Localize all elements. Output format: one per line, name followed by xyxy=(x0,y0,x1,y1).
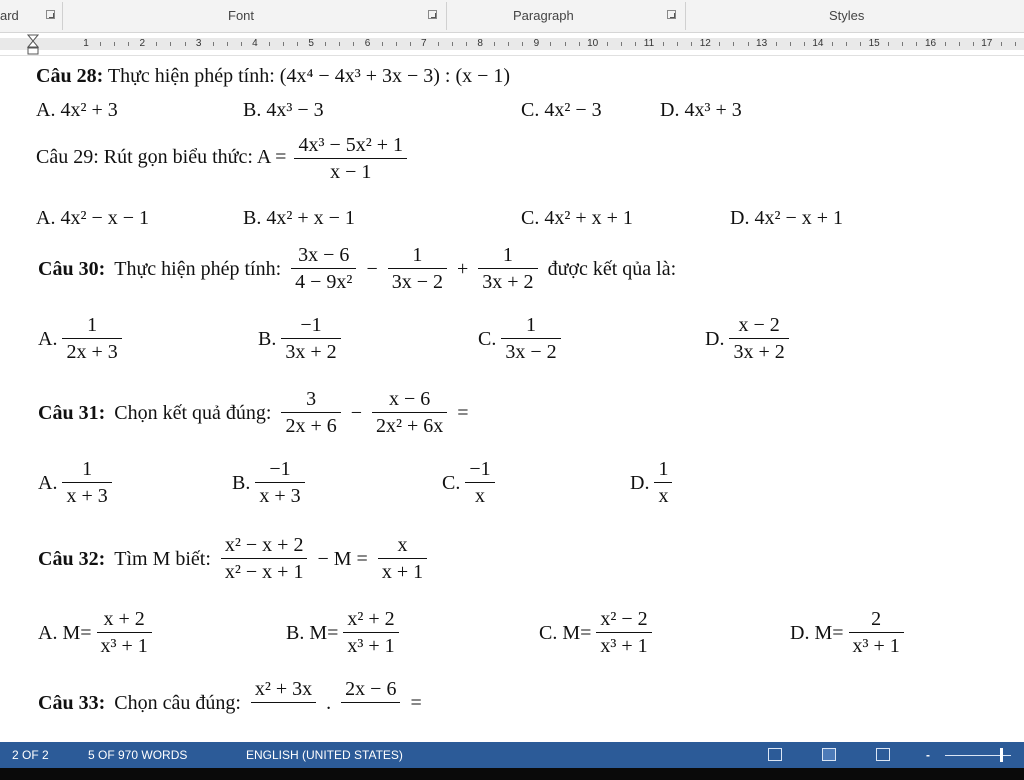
ruler-number: 13 xyxy=(756,38,768,49)
ribbon-group-clipboard: ard xyxy=(0,8,19,23)
fraction xyxy=(62,458,111,507)
ruler-tick xyxy=(185,42,186,46)
ruler-tick xyxy=(508,42,509,46)
ruler-number: 16 xyxy=(924,38,937,49)
numerator: 3x − 6 xyxy=(291,244,356,269)
answer-d xyxy=(628,458,675,507)
fraction xyxy=(388,244,447,293)
ruler-number: 2 xyxy=(139,38,146,49)
numerator: x² − 2 xyxy=(596,608,651,633)
question-text: Thực hiện phép tính: xyxy=(107,65,275,87)
question-label: Câu 32: xyxy=(38,547,106,570)
answer-label: A. xyxy=(38,471,58,494)
answer-label: D. M= xyxy=(790,621,844,644)
question-label: Câu 30: xyxy=(38,257,106,280)
ruler-number: 17 xyxy=(981,38,993,49)
question-tail: được kết qủa là: xyxy=(547,257,677,280)
question-expression: (4x⁴ − 4x³ + 3x − 3) : (x − 1) xyxy=(279,65,511,87)
ribbon-group-font: Font xyxy=(228,8,255,23)
fraction xyxy=(501,314,560,363)
answer-c xyxy=(537,608,655,657)
denominator: x³ + 1 xyxy=(852,635,900,657)
fraction xyxy=(281,388,340,437)
ruler-number: 14 xyxy=(812,38,824,49)
question-label: Câu 29: xyxy=(36,146,99,169)
question-29 xyxy=(36,134,410,183)
ruler-tick xyxy=(790,42,791,46)
answer-a: A. 4x² + 3 xyxy=(36,99,118,121)
question-28 xyxy=(36,64,510,88)
ruler-tick xyxy=(114,42,115,46)
ruler-tick xyxy=(241,42,242,46)
ruler-tick xyxy=(227,42,228,46)
print-layout-icon[interactable] xyxy=(822,748,836,761)
denominator: 3x + 2 xyxy=(733,341,785,363)
numerator: 1 xyxy=(62,458,111,483)
ruler-tick xyxy=(100,42,101,46)
ruler-tick xyxy=(691,42,692,46)
denominator: 3x + 2 xyxy=(482,271,534,293)
answer-a xyxy=(36,458,115,507)
fraction xyxy=(729,314,788,363)
ruler-tick xyxy=(297,42,298,46)
ruler-tick xyxy=(846,42,847,46)
ruler-tick xyxy=(466,42,467,46)
question-label: Câu 28: xyxy=(36,65,104,87)
denominator xyxy=(341,703,400,727)
answer-b xyxy=(230,458,308,507)
denominator: x + 1 xyxy=(381,561,424,583)
numerator: 2x − 6 xyxy=(341,678,400,703)
numerator: 3 xyxy=(281,388,340,413)
ribbon-separator xyxy=(446,2,447,30)
language-indicator[interactable]: ENGLISH (UNITED STATES) xyxy=(246,748,403,762)
fraction xyxy=(465,458,494,507)
ruler-tick xyxy=(663,42,664,46)
answer-c xyxy=(440,458,498,507)
ruler-tick xyxy=(339,42,340,46)
fraction xyxy=(343,608,398,657)
fraction xyxy=(654,458,672,507)
answer-d xyxy=(703,314,792,363)
operator: − xyxy=(366,257,378,280)
ruler-tick xyxy=(283,42,284,46)
paragraph-launcher-icon[interactable] xyxy=(667,10,676,19)
read-mode-icon[interactable] xyxy=(768,748,782,761)
answer-label: D. xyxy=(705,327,725,350)
ruler-tick xyxy=(522,42,523,46)
ruler-tick xyxy=(776,42,777,46)
ruler-tick xyxy=(945,42,946,46)
fraction xyxy=(97,608,152,657)
answer-a xyxy=(36,608,155,657)
ruler-tick xyxy=(213,42,214,46)
answer-label: C. xyxy=(442,471,461,494)
fraction xyxy=(281,314,340,363)
denominator: 3x − 2 xyxy=(505,341,557,363)
ruler-number: 8 xyxy=(477,38,483,49)
numerator: x² + 2 xyxy=(343,608,398,633)
ruler-number: 12 xyxy=(699,38,711,49)
answer-c: C. 4x² − 3 xyxy=(521,99,602,121)
question-30 xyxy=(36,244,678,293)
fraction xyxy=(62,314,121,363)
numerator: 1 xyxy=(388,244,447,269)
ruler-tick xyxy=(1001,42,1002,46)
fraction xyxy=(341,678,400,727)
screen-bezel xyxy=(0,768,1024,780)
ruler-tick xyxy=(1015,42,1016,46)
font-launcher-icon[interactable] xyxy=(428,10,437,19)
numerator: x + 2 xyxy=(97,608,152,633)
ruler-tick xyxy=(494,42,495,46)
denominator xyxy=(251,703,316,727)
ruler-tick xyxy=(325,42,326,46)
question-text: Rút gọn biểu thức: A = xyxy=(103,146,287,169)
denominator: x xyxy=(658,485,669,507)
numerator: 1 xyxy=(478,244,537,269)
page-count[interactable]: 2 OF 2 xyxy=(12,748,49,762)
denominator: 2x² + 6x xyxy=(376,415,444,437)
numerator: −1 xyxy=(255,458,304,483)
numerator: 1 xyxy=(62,314,121,339)
numerator: 1 xyxy=(501,314,560,339)
fraction xyxy=(221,534,308,583)
fraction xyxy=(372,388,447,437)
indent-marker-icon[interactable] xyxy=(27,33,39,55)
ruler-tick xyxy=(832,42,833,46)
answer-a: A. 4x² − x − 1 xyxy=(36,207,149,229)
ruler-tick xyxy=(677,42,678,46)
numerator: 1 xyxy=(654,458,672,483)
answer-b xyxy=(284,608,402,657)
ruler-tick xyxy=(804,42,805,46)
ruler-number: 10 xyxy=(587,38,599,49)
denominator: x³ + 1 xyxy=(600,635,648,657)
denominator: x³ + 1 xyxy=(100,635,148,657)
document-page[interactable] xyxy=(0,56,1024,742)
ruler-number: 15 xyxy=(868,38,880,49)
ribbon-group-labels xyxy=(0,0,1024,33)
operator: + xyxy=(457,257,469,280)
answer-label: C. xyxy=(478,327,497,350)
answer-c xyxy=(476,314,564,363)
answer-label: C. M= xyxy=(539,621,592,644)
clipboard-launcher-icon[interactable] xyxy=(46,10,55,19)
fraction xyxy=(291,244,356,293)
fraction xyxy=(294,134,407,183)
ruler-tick xyxy=(438,42,439,46)
question-label: Câu 33: xyxy=(38,691,106,714)
question-31 xyxy=(36,388,471,437)
denominator: x xyxy=(474,485,485,507)
ruler-tick xyxy=(621,42,622,46)
ruler-tick xyxy=(410,42,411,46)
question-text: Chọn câu đúng: xyxy=(114,691,241,714)
ruler-number: 9 xyxy=(533,38,540,49)
web-layout-icon[interactable] xyxy=(876,748,890,761)
ruler-number: 4 xyxy=(252,38,258,49)
answer-label: A. M= xyxy=(38,621,92,644)
denominator: x − 1 xyxy=(330,161,372,183)
ruler-tick xyxy=(635,42,636,46)
fraction xyxy=(255,458,304,507)
answer-d xyxy=(788,608,907,657)
answer-label: A. xyxy=(38,327,58,350)
ruler-tick xyxy=(860,42,861,46)
ribbon-group-styles: Styles xyxy=(829,8,865,23)
numerator: x² + 3x xyxy=(251,678,316,703)
operator: − M = xyxy=(317,547,368,570)
answer-label: B. M= xyxy=(286,621,339,644)
ruler-tick xyxy=(902,42,903,46)
question-33 xyxy=(36,678,424,727)
ruler-tick xyxy=(579,42,580,46)
ruler-tick xyxy=(396,42,397,46)
fraction xyxy=(849,608,904,657)
answer-d: D. 4x³ + 3 xyxy=(660,99,742,121)
ribbon-separator xyxy=(685,2,686,30)
operator: − xyxy=(350,401,363,424)
denominator: 3x − 2 xyxy=(391,271,443,293)
ribbon-group-paragraph: Paragraph xyxy=(513,8,574,23)
denominator: x + 3 xyxy=(259,485,301,507)
ruler-tick xyxy=(719,42,720,46)
answer-c: C. 4x² + x + 1 xyxy=(521,207,633,229)
question-text: Chọn kết quả đúng: xyxy=(114,401,272,424)
fraction xyxy=(378,534,427,583)
ruler-number: 11 xyxy=(643,38,655,49)
zoom-slider-handle[interactable] xyxy=(1000,748,1003,762)
answer-b: B. 4x³ − 3 xyxy=(243,99,324,121)
ruler-tick xyxy=(959,42,960,46)
ruler-tick xyxy=(452,42,453,46)
ruler-tick xyxy=(607,42,608,46)
equals-sign: = xyxy=(457,401,469,424)
ruler-tick xyxy=(748,42,749,46)
question-label: Câu 31: xyxy=(38,401,106,424)
numerator: x − 2 xyxy=(729,314,788,339)
numerator: x xyxy=(378,534,427,559)
ruler-tick xyxy=(156,42,157,46)
equals-sign: = xyxy=(410,691,422,714)
ruler-tick xyxy=(170,42,171,46)
denominator: 2x + 6 xyxy=(285,415,337,437)
denominator: x² − x + 1 xyxy=(224,561,304,583)
numerator: x² − x + 2 xyxy=(221,534,308,559)
word-count[interactable]: 5 OF 970 WORDS xyxy=(88,748,188,762)
denominator: 4 − 9x² xyxy=(295,271,353,293)
answer-d: D. 4x² − x + 1 xyxy=(730,207,843,229)
numerator: x − 6 xyxy=(372,388,447,413)
ruler-tick xyxy=(128,42,129,46)
numerator: 2 xyxy=(849,608,904,633)
ruler-tick xyxy=(973,42,974,46)
fraction xyxy=(478,244,537,293)
answer-b: B. 4x² + x − 1 xyxy=(243,207,355,229)
ruler-tick xyxy=(916,42,917,46)
answer-label: B. xyxy=(232,471,251,494)
ruler-tick xyxy=(565,42,566,46)
question-text: Thực hiện phép tính: xyxy=(114,257,282,280)
numerator: 4x³ − 5x² + 1 xyxy=(294,134,407,159)
ruler-tick xyxy=(382,42,383,46)
numerator: −1 xyxy=(465,458,494,483)
ruler-number: 3 xyxy=(195,38,202,49)
answer-a xyxy=(36,314,125,363)
ruler-number: 6 xyxy=(364,38,371,49)
answer-b xyxy=(256,314,344,363)
denominator: 2x + 3 xyxy=(66,341,118,363)
fraction xyxy=(251,678,316,727)
answer-label: B. xyxy=(258,327,277,350)
ruler-number: 7 xyxy=(421,38,427,49)
denominator: 3x + 2 xyxy=(285,341,337,363)
ruler-number: 1 xyxy=(83,38,89,49)
question-text: Tìm M biết: xyxy=(114,547,211,570)
ruler-tick xyxy=(353,42,354,46)
denominator: x + 3 xyxy=(66,485,108,507)
ruler-tick xyxy=(888,42,889,46)
ruler-tick xyxy=(550,42,551,46)
operator: . xyxy=(326,691,332,714)
fraction xyxy=(596,608,651,657)
ribbon-separator xyxy=(62,2,63,30)
ruler-number: 5 xyxy=(308,38,314,49)
status-bar xyxy=(0,742,1024,768)
numerator: −1 xyxy=(281,314,340,339)
ruler-tick xyxy=(269,42,270,46)
question-32 xyxy=(36,534,430,583)
zoom-out-icon[interactable]: - xyxy=(926,748,930,762)
horizontal-ruler[interactable] xyxy=(0,33,1024,56)
ruler-tick xyxy=(733,42,734,46)
denominator: x³ + 1 xyxy=(347,635,395,657)
answer-label: D. xyxy=(630,471,650,494)
